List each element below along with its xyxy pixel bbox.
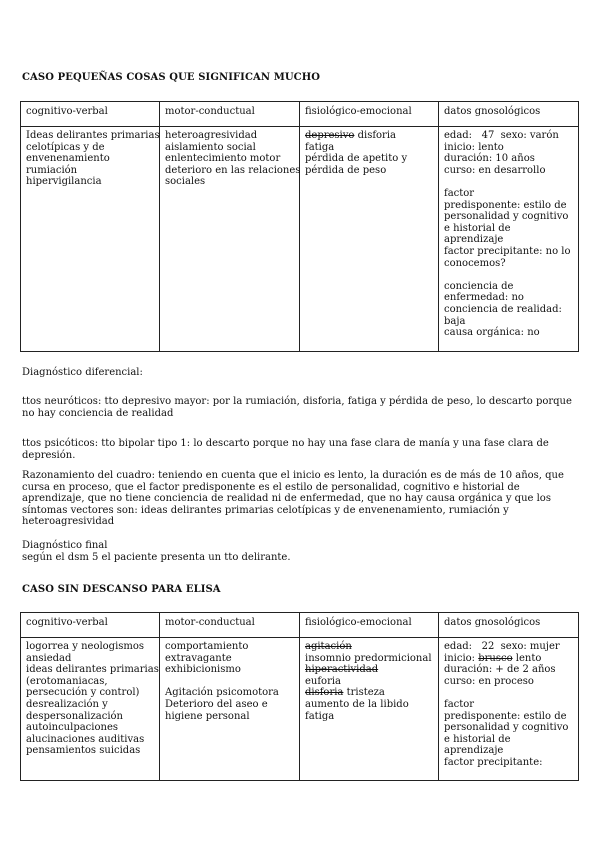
datos-predisponente: predisponente: estilo de personalidad y cognitivo e historial de aprendizaje bbox=[444, 710, 569, 757]
diagnostico-neuroticos: ttos neuróticos: tto depresivo mayor: por la rumiación, disforia, fatiga y pérdida de peso, lo descarto porque no hay conciencia de realidad bbox=[22, 396, 572, 419]
symptom: sociales bbox=[165, 176, 206, 188]
struck-text: agitación bbox=[305, 641, 352, 652]
symptom: insomnio predormicional bbox=[305, 652, 432, 664]
case1-header-datos: datos gnosológicos bbox=[439, 102, 579, 127]
struck-text: brusco bbox=[478, 652, 513, 664]
symptom: exhibicionismo bbox=[165, 664, 241, 676]
symptom: hipervigilancia bbox=[26, 176, 102, 188]
symptom: heteroagresividad bbox=[165, 130, 258, 141]
datos-curso: curso: en desarrollo bbox=[444, 164, 546, 176]
case2-fisio-cell bbox=[300, 638, 439, 781]
datos-conciencia-realidad: conciencia de realidad: baja bbox=[444, 303, 562, 327]
case2-table bbox=[20, 612, 579, 781]
case2-cognitivo-cell bbox=[21, 638, 160, 781]
case1-header-motor: motor-conductual bbox=[160, 102, 300, 127]
symptom: fatiga bbox=[305, 141, 335, 153]
datos-factor: factor bbox=[444, 698, 475, 710]
case2-content-row bbox=[21, 638, 579, 781]
datos-conciencia-enfermedad: conciencia de enfermedad: no bbox=[444, 280, 524, 304]
symptom bbox=[305, 687, 433, 699]
case2-header-fisio: fisiológico-emocional bbox=[300, 613, 439, 638]
symptom: autoinculpaciones bbox=[26, 722, 118, 734]
case1-motor-cell bbox=[160, 127, 300, 352]
case1-header-row bbox=[21, 102, 579, 127]
symptom-text: disforia bbox=[354, 130, 396, 141]
datos-edad: edad: 22 sexo: mujer bbox=[444, 641, 560, 652]
case1-cognitivo-cell bbox=[21, 127, 160, 352]
symptom: envenenamiento bbox=[26, 153, 110, 165]
symptom: pérdida de peso bbox=[305, 164, 387, 176]
symptom: deterioro en las relaciones bbox=[165, 164, 301, 176]
symptom bbox=[305, 130, 433, 142]
symptom: extravagante bbox=[165, 652, 232, 664]
symptom: celotípicas y de bbox=[26, 141, 105, 153]
symptom: ansiedad bbox=[26, 652, 72, 664]
datos-duracion: duración: 10 años bbox=[444, 153, 535, 165]
symptom: Deterioro del aseo e bbox=[165, 698, 268, 710]
datos-inicio bbox=[444, 653, 573, 665]
diagnostico-psicoticos: ttos psicóticos: tto bipolar tipo 1: lo descarto porque no hay una fase clara de manía y una fase clara de depresión. bbox=[22, 438, 549, 461]
datos-edad: edad: 47 sexo: varón bbox=[444, 130, 559, 141]
symptom: aumento de la libido bbox=[305, 698, 409, 710]
symptom: pensamientos suicidas bbox=[26, 745, 141, 757]
razonamiento-cuadro: Razonamiento del cuadro: teniendo en cuenta que el inicio es lento, la duración es de más de 10 años, que cursa en proceso, que el factor predisponente es el estilo de personalidad, cognitivo e historial de aprendizaje, que no tiene conciencia de realidad ni de enfermedad, que no hay causa orgánica y que los síntomas vectores son: ideas delirantes primarias celotípicas y de envenenamiento, rumiación y heteroagresividad bbox=[22, 470, 564, 528]
symptom: desrealización y bbox=[26, 698, 108, 710]
case1-table bbox=[20, 101, 579, 352]
datos-causa-organica: causa orgánica: no bbox=[444, 327, 540, 339]
symptom: Agitación psicomotora bbox=[165, 687, 279, 699]
diagnostico-final-text: según el dsm 5 el paciente presenta un tto delirante. bbox=[22, 551, 291, 563]
datos-precipitante: factor precipitante: bbox=[444, 756, 543, 768]
diagnostico-final bbox=[22, 540, 578, 563]
symptom: fatiga bbox=[305, 710, 335, 722]
case2-header-cognitivo: cognitivo-verbal bbox=[21, 613, 160, 638]
symptom: ideas delirantes primarias bbox=[26, 664, 159, 676]
diagnostico-diferencial-heading: Diagnóstico diferencial: bbox=[22, 367, 143, 378]
case2-header-row bbox=[21, 613, 579, 638]
case2-header-motor: motor-conductual bbox=[160, 613, 300, 638]
case2-header-datos: datos gnosológicos bbox=[439, 613, 579, 638]
case2-datos-cell bbox=[439, 638, 579, 781]
symptom: enlentecimiento motor bbox=[165, 153, 281, 165]
datos-duracion: duración: + de 2 años bbox=[444, 664, 556, 676]
symptom: aislamiento social bbox=[165, 141, 256, 153]
case2-title: CASO SIN DESCANSO PARA ELISA bbox=[22, 584, 221, 595]
case1-header-cognitivo: cognitivo-verbal bbox=[21, 102, 160, 127]
struck-text: depresivo bbox=[305, 130, 355, 141]
datos-precipitante: factor precipitante: no lo conocemos? bbox=[444, 245, 571, 269]
symptom: alucinaciones auditivas bbox=[26, 733, 145, 745]
symptom: euforia bbox=[305, 675, 342, 687]
struck-text: hiperactividad bbox=[305, 664, 379, 676]
case2-motor-cell bbox=[160, 638, 300, 781]
symptom: (erotomaniacas, bbox=[26, 675, 108, 687]
symptom: Ideas delirantes primarias bbox=[26, 130, 160, 141]
symptom: despersonalización bbox=[26, 710, 123, 722]
symptom: comportamiento bbox=[165, 641, 249, 652]
symptom: rumiación bbox=[26, 164, 78, 176]
struck-text: disforia bbox=[305, 687, 344, 699]
symptom: persecución y control) bbox=[26, 687, 140, 699]
datos-inicio: inicio: lento bbox=[444, 141, 504, 153]
case1-fisio-cell bbox=[300, 127, 439, 352]
symptom: logorrea y neologismos bbox=[26, 641, 145, 652]
case1-datos-cell bbox=[439, 127, 579, 352]
case1-content-row bbox=[21, 127, 579, 352]
inicio-label: inicio: bbox=[444, 652, 479, 664]
symptom-text: tristeza bbox=[343, 687, 385, 699]
datos-factor: factor bbox=[444, 187, 475, 199]
inicio-value: lento bbox=[512, 652, 542, 664]
datos-curso: curso: en proceso bbox=[444, 675, 534, 687]
diagnostico-final-heading: Diagnóstico final bbox=[22, 540, 108, 551]
case1-title: CASO PEQUEÑAS COSAS QUE SIGNIFICAN MUCHO bbox=[22, 72, 321, 83]
datos-predisponente: predisponente: estilo de personalidad y cognitivo e historial de aprendizaje bbox=[444, 199, 569, 246]
symptom: higiene personal bbox=[165, 710, 250, 722]
case1-header-fisio: fisiológico-emocional bbox=[300, 102, 439, 127]
symptom: pérdida de apetito y bbox=[305, 153, 408, 165]
